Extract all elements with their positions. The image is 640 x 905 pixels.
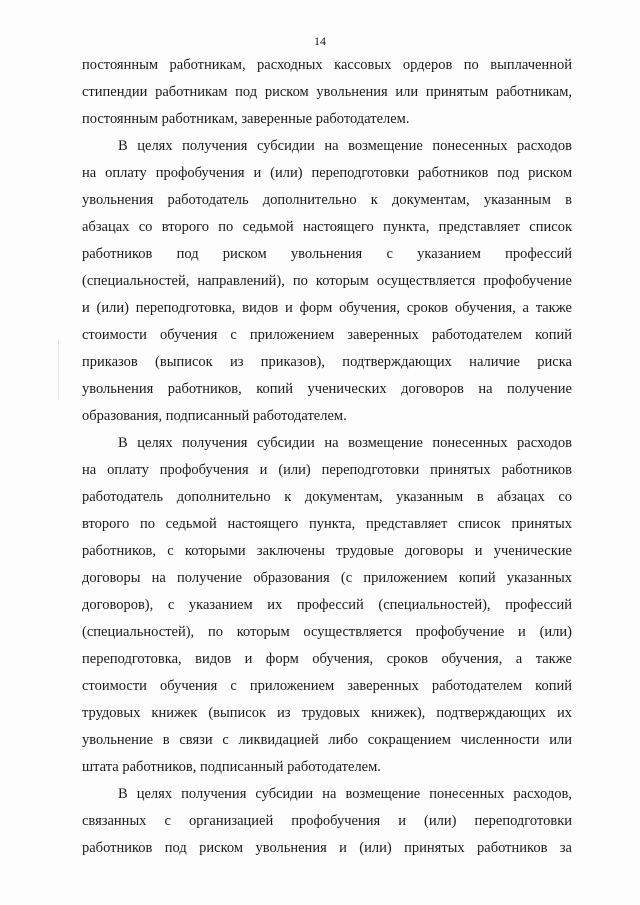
- text-line: работников под риском увольнения и (или) принятых работников за: [82, 840, 572, 856]
- scan-margin-mark: [58, 340, 59, 400]
- text-line: В целях получения субсидии на возмещение понесенных расходов: [118, 138, 572, 154]
- paragraph-4: [82, 781, 572, 862]
- text-line: и (или) переподготовка, видов и форм обучения, сроков обучения, а также: [82, 300, 572, 316]
- paragraph-3: [82, 430, 572, 781]
- text-line: увольнение в связи с ликвидацией либо сокращением численности или: [82, 732, 572, 748]
- text-line: (специальностей), по которым осуществляется профобучение и (или): [82, 624, 572, 640]
- text-line: (специальностей, направлений), по которым осуществляется профобучение: [82, 273, 572, 289]
- text-line: трудовых книжек (выписок из трудовых книжек), подтверждающих их: [82, 705, 572, 721]
- text-line: постоянным работникам, расходных кассовых ордеров по выплаченной: [82, 57, 572, 73]
- text-line: второго по седьмой настоящего пункта, представляет список принятых: [82, 516, 572, 532]
- text-line: на оплату профобучения и (или) переподготовки работников под риском: [82, 165, 572, 181]
- text-line: абзацах со второго по седьмой настоящего пункта, представляет список: [82, 219, 572, 235]
- text-line: на оплату профобучения и (или) переподготовки принятых работников: [82, 462, 572, 478]
- text-line: В целях получения субсидии на возмещение понесенных расходов,: [118, 786, 572, 802]
- text-line: постоянным работникам, заверенные работодателем.: [82, 111, 410, 127]
- text-line: стоимости обучения с приложением заверенных работодателем копий: [82, 678, 572, 694]
- text-line: приказов (выписок из приказов), подтверждающих наличие риска: [82, 354, 572, 370]
- paragraph-2: [82, 133, 572, 430]
- text-line: увольнения работников, копий ученических договоров на получение: [82, 381, 572, 397]
- text-line: связанных с организацией профобучения и (или) переподготовки: [82, 813, 572, 829]
- page-number: 14: [314, 34, 326, 48]
- text-line: переподготовка, видов и форм обучения, сроков обучения, а также: [82, 651, 572, 667]
- text-line: В целях получения субсидии на возмещение понесенных расходов: [118, 435, 572, 451]
- text-line: увольнения работодатель дополнительно к документам, указанным в: [82, 192, 572, 208]
- paragraph-1: [82, 52, 572, 133]
- text-line: работников под риском увольнения с указанием профессий: [82, 246, 572, 262]
- text-line: договоры на получение образования (с приложением копий указанных: [82, 570, 572, 586]
- text-line: работников, с которыми заключены трудовые договоры и ученические: [82, 543, 572, 559]
- document-body: [82, 52, 572, 862]
- text-line: работодатель дополнительно к документам, указанным в абзацах со: [82, 489, 572, 505]
- text-line: стипендии работникам под риском увольнения или принятым работникам,: [82, 84, 572, 100]
- text-line: штата работников, подписанный работодателем.: [82, 759, 381, 775]
- text-line: образования, подписанный работодателем.: [82, 408, 347, 424]
- text-line: договоров), с указанием их профессий (специальностей), профессий: [82, 597, 572, 613]
- text-line: стоимости обучения с приложением заверенных работодателем копий: [82, 327, 572, 343]
